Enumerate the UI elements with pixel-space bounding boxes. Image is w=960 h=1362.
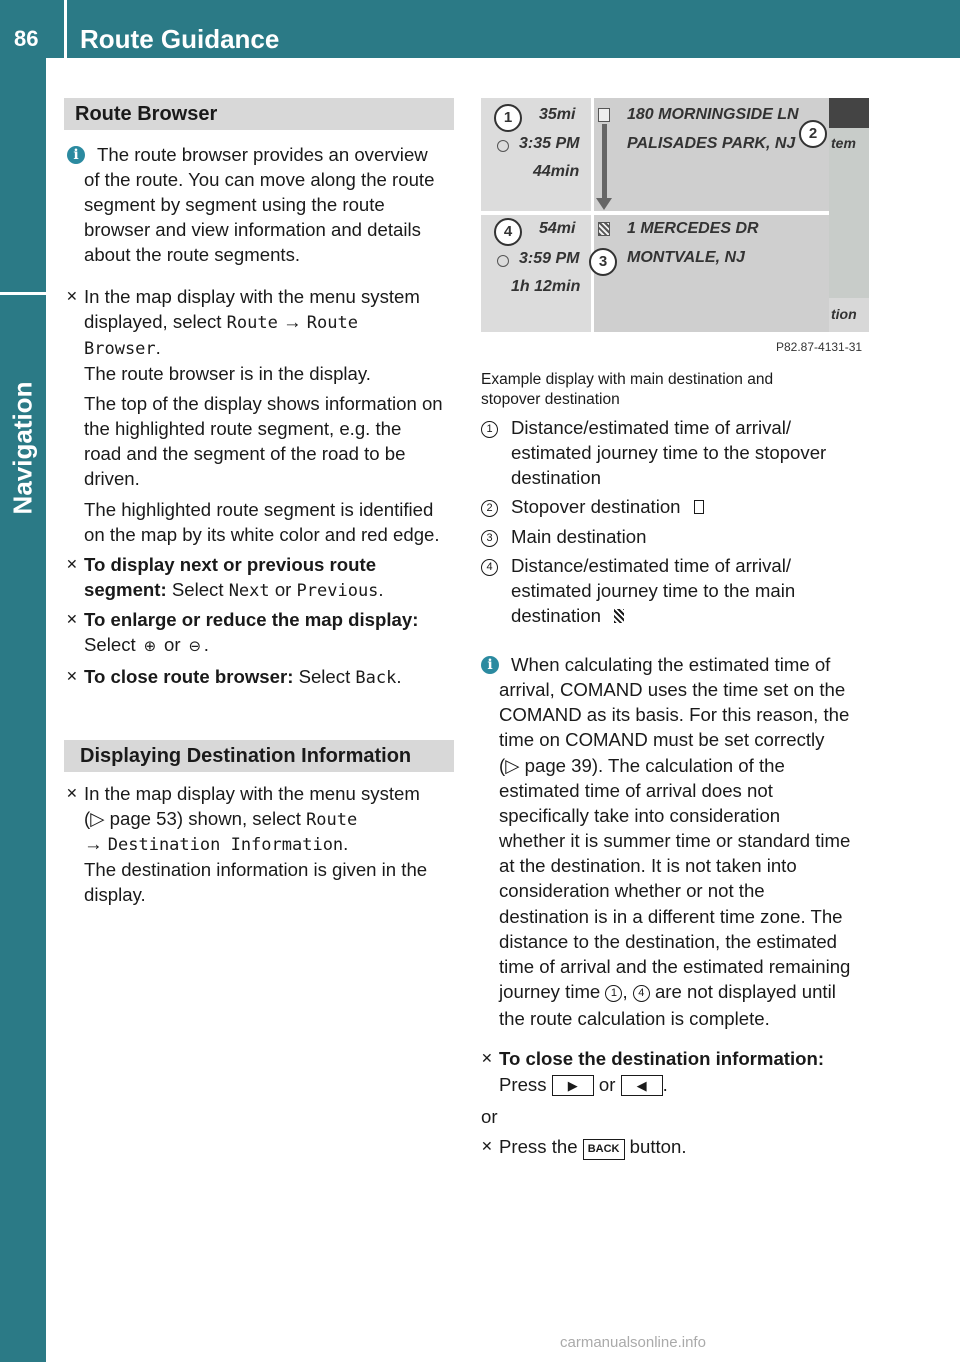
- info-line: time on COMAND must be set correctly: [499, 729, 825, 750]
- figure-address-1: 180 MORNINGSIDE LN: [627, 106, 799, 123]
- previous-key-icon: ◀: [621, 1075, 663, 1096]
- step-text: In the map display with the menu system: [84, 286, 420, 307]
- side-tab-upper: [0, 58, 46, 292]
- step-result: display.: [84, 884, 146, 905]
- step-title: To enlarge or reduce the map display:: [84, 609, 419, 630]
- info-line: journey time 1 , 4 are not displayed until: [499, 981, 836, 1002]
- legend-text: estimated journey time to the main: [511, 580, 796, 601]
- step-text: Select ⊕ or ⊖ .: [84, 632, 209, 659]
- info-line: (▷ page 39). The calculation of the: [499, 755, 785, 776]
- info-line: at the destination. It is not taken into: [499, 855, 797, 876]
- side-label: Navigation: [7, 381, 38, 515]
- step-note: road and the segment of the road to be: [84, 443, 406, 464]
- figure-code: P82.87-4131-31: [776, 340, 863, 354]
- step-text: Press ▶ or ◀ .: [499, 1074, 668, 1095]
- figure-distance-1: 35mi: [539, 106, 576, 123]
- figure-left-panel: [481, 98, 591, 332]
- info-line: the route calculation is complete.: [499, 1008, 770, 1029]
- step-text-part: Select: [84, 634, 136, 655]
- step-text-part: or: [164, 634, 181, 655]
- step-marker-icon: ✕: [66, 288, 78, 304]
- step-marker-icon: ✕: [66, 785, 78, 801]
- figure-city-2: MONTVALE, NJ: [627, 249, 745, 266]
- menu-term: Next: [228, 581, 270, 601]
- legend-text: Distance/estimated time of arrival/: [511, 417, 792, 438]
- route-browser-screenshot: [481, 98, 869, 332]
- or-text: or: [481, 1106, 498, 1127]
- legend-text: destination: [511, 467, 601, 488]
- step-note: the highlighted route segment, e.g. the: [84, 418, 402, 439]
- header-bar: [0, 0, 960, 58]
- info-icon: i: [481, 656, 499, 674]
- info-line: time of arrival and the estimated remaining: [499, 956, 851, 977]
- figure-address-2: 1 MERCEDES DR: [627, 220, 759, 237]
- side-tab: [0, 58, 46, 1362]
- info-line: arrival, COMAND uses the time set on the: [499, 679, 846, 700]
- info-line: COMAND as its basis. For this reason, the: [499, 704, 850, 725]
- stopover-flag-icon: [694, 500, 704, 514]
- step-result: The route browser is in the display.: [84, 363, 371, 384]
- figure-city-1: PALISADES PARK, NJ: [627, 135, 796, 152]
- callout-2: 2: [799, 120, 827, 148]
- figure-map-text: tem: [831, 135, 856, 151]
- legend-number: 3: [481, 527, 498, 548]
- callout-ref-4: 4: [633, 985, 650, 1002]
- callout-3: 3: [589, 248, 617, 276]
- clock-icon: [497, 140, 509, 152]
- info-line: When calculating the estimated time of: [511, 654, 831, 675]
- step-title: To display next or previous route: [84, 554, 377, 575]
- page-number: 86: [14, 26, 39, 51]
- step-text: segment: Select Next or Previous.: [84, 579, 384, 601]
- section-heading-route-browser: Route Browser: [64, 98, 454, 130]
- step-text: → Destination Information.: [84, 833, 349, 855]
- destination-flag-icon: [614, 609, 624, 623]
- arrow-glyph: →: [283, 311, 302, 332]
- menu-term: Previous: [296, 581, 379, 601]
- info-line: browser and view information and details: [84, 219, 421, 240]
- info-icon: i: [67, 146, 85, 164]
- menu-term: Route: [306, 810, 358, 830]
- step-text-part: or: [274, 579, 292, 600]
- next-key-icon: ▶: [552, 1075, 594, 1096]
- figure-arrival-1: 3:35 PM: [519, 135, 580, 152]
- figure-distance-2: 54mi: [539, 220, 576, 237]
- figure-caption: stopover destination: [481, 391, 620, 408]
- menu-term: Browser: [84, 339, 156, 359]
- step-text-part: (▷ page 53) shown, select: [84, 808, 301, 829]
- info-line: estimated time of arrival does not: [499, 780, 773, 801]
- step-title: To close the destination information:: [499, 1048, 825, 1069]
- info-line: about the route segments.: [84, 244, 301, 265]
- stopover-flag-icon: [598, 108, 610, 122]
- info-line: specifically take into consideration: [499, 805, 781, 826]
- chapter-title: Route Guidance: [80, 24, 280, 54]
- figure-journey-2: 1h 12min: [511, 278, 581, 295]
- zoom-in-icon: ⊕: [143, 638, 157, 655]
- destination-flag-icon: [598, 222, 610, 236]
- section-heading-destination-info: Displaying Destination Information: [64, 740, 454, 772]
- legend-number: 4: [481, 556, 498, 577]
- step-note: on the map by its white color and red edge.: [84, 524, 440, 545]
- step-text: Browser.: [84, 337, 161, 359]
- arrow-glyph: →: [84, 833, 103, 854]
- watermark: carmanualsonline.info: [560, 1334, 706, 1351]
- step-text: [84, 309, 358, 336]
- info-line: distance to the destination, the estimated: [499, 931, 838, 952]
- step-marker-icon: ✕: [66, 611, 78, 627]
- clock-icon: [497, 255, 509, 267]
- step-text: [84, 806, 357, 833]
- step-text: Press the BACK button.: [499, 1134, 687, 1160]
- step-text: In the map display with the menu system: [84, 783, 420, 804]
- callout-1: 1: [494, 104, 522, 132]
- figure-journey-1: 44min: [533, 163, 580, 180]
- menu-term: Route: [226, 313, 278, 333]
- step-note: The top of the display shows information on: [84, 393, 443, 414]
- legend-text: destination: [511, 603, 624, 628]
- step-text: To close route browser: Select Back.: [84, 666, 402, 688]
- step-marker-icon: ✕: [481, 1050, 493, 1066]
- step-marker-icon: ✕: [66, 556, 78, 572]
- side-label-box: [2, 381, 44, 515]
- info-line: whether it is summer time or standard time: [499, 830, 851, 851]
- legend-number: 2: [481, 497, 498, 518]
- menu-term: Back: [355, 668, 397, 688]
- info-line: of the route. You can move along the route: [84, 169, 435, 190]
- figure-phone-corner: [829, 98, 869, 128]
- legend-text: Distance/estimated time of arrival/: [511, 555, 792, 576]
- info-line: consideration whether or not the: [499, 880, 765, 901]
- figure-map-text: tion: [831, 306, 857, 322]
- step-result: The destination information is given in the: [84, 859, 428, 880]
- step-marker-icon: ✕: [66, 668, 78, 684]
- menu-term: Route: [306, 313, 358, 333]
- figure-divider: [591, 98, 594, 332]
- info-line: The route browser provides an overview: [97, 144, 428, 165]
- info-line: segment by segment using the route: [84, 194, 385, 215]
- menu-term: Destination Information: [107, 835, 344, 855]
- step-text-part: displayed, select: [84, 311, 222, 332]
- zoom-out-icon: ⊖: [188, 638, 202, 655]
- route-arrow-icon: [602, 124, 607, 200]
- step-title: segment:: [84, 579, 167, 600]
- step-title: To close route browser:: [84, 666, 294, 687]
- info-line: destination is in a different time zone. The: [499, 906, 843, 927]
- back-key: BACK: [583, 1139, 625, 1160]
- legend-text: Stopover destination: [511, 494, 704, 519]
- callout-ref-1: 1: [605, 985, 622, 1002]
- legend-text: Main destination: [511, 526, 647, 547]
- figure-row-separator: [481, 211, 829, 215]
- step-text-part: Select: [298, 666, 351, 687]
- legend-text: estimated journey time to the stopover: [511, 442, 827, 463]
- route-arrow-head-icon: [596, 198, 612, 210]
- header-divider: [64, 0, 67, 58]
- step-note: The highlighted route segment is identified: [84, 499, 434, 520]
- step-text-part: Select: [171, 579, 224, 600]
- callout-4: 4: [494, 218, 522, 246]
- figure-caption: Example display with main destination and: [481, 371, 774, 388]
- step-marker-icon: ✕: [481, 1138, 493, 1154]
- figure-map-strip: [829, 98, 869, 332]
- legend-number: 1: [481, 418, 498, 439]
- figure-arrival-2: 3:59 PM: [519, 250, 580, 267]
- step-note: driven.: [84, 468, 140, 489]
